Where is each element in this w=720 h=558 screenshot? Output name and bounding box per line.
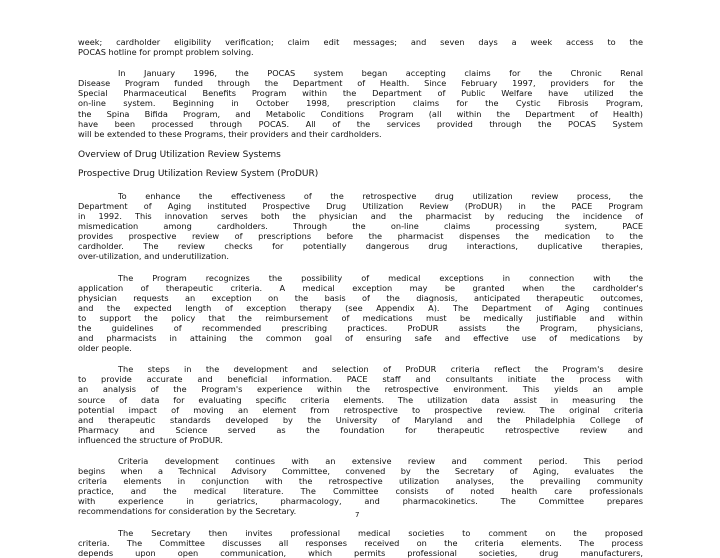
document-page (78, 37, 643, 558)
text-line: the Spina Bifida Program, and Metabolic Conditions Program (all within the Department of Health) (78, 108, 643, 119)
text-line: influenced the structure of ProDUR. (78, 434, 223, 445)
paragraph-enhance (78, 191, 643, 262)
paragraph-secretary (78, 528, 643, 558)
text-line: with experience in geriatrics, pharmacology, and pharmacokinetics. The Committee prepares (78, 496, 643, 507)
text-line: In January 1996, the POCAS system began accepting claims for the Chronic Renal (118, 68, 643, 79)
text-line: on-line system. Beginning in October 1998, prescription claims for the Cystic Fibrosis Program, (78, 98, 643, 109)
heading-overview: Overview of Drug Utilization Review Systems (78, 149, 281, 160)
text-line: recommendations for consideration by the Secretary. (78, 506, 297, 517)
text-line: to support the policy that the reimbursement of medications must be medically justifiable and within (78, 312, 643, 323)
text-line: The Program recognizes the possibility of medical exceptions in connection with the (118, 272, 643, 283)
text-line: POCAS hotline for prompt problem solving. (78, 47, 254, 58)
text-line: will be extended to these Programs, their providers and their cardholders. (78, 128, 382, 139)
text-line: Special Pharmaceutical Benefits Program within the Department of Public Welfare have utilized the (78, 88, 643, 99)
text-line: Criteria development continues with an extensive review and comment period. This period (118, 456, 643, 466)
text-line: physician requests an exception on the basis of the diagnosis, anticipated therapeutic outcomes, (78, 292, 643, 303)
paragraph-recognizes (78, 273, 643, 354)
paragraph-steps (78, 364, 643, 445)
paragraph-pocas (78, 68, 643, 139)
text-line: The steps in the development and selection of ProDUR criteria reflect the Program's desire (118, 364, 643, 375)
text-line: Disease Program funded through the Department of Health. Since February 1997, providers for the (78, 78, 643, 89)
text-line: To enhance the effectiveness of the retrospective drug utilization review process, the (118, 190, 643, 201)
text-line: and the expected length of exception therapy (see Appendix A). The Department of Aging continues (78, 302, 643, 313)
text-line: application of therapeutic criteria. A medical exception may be granted when the cardholder's (78, 282, 643, 293)
text-line: source of data for evaluating specific criteria elements. The utilization data assist in measuring the (78, 394, 643, 405)
text-line: to provide accurate and beneficial information. PACE staff and consultants initiate the process with (78, 374, 643, 385)
text-line: cardholder. The review checks for potentially dangerous drug interactions, duplicative therapies, (78, 241, 643, 252)
text-line: provides prospective review of prescriptions before the pharmacist dispenses the medication to the (78, 231, 643, 242)
text-line: Department of Aging instituted Prospective Drug Utilization Review (ProDUR) in the PACE Program (78, 200, 643, 211)
text-line: older people. (78, 343, 132, 354)
text-line: an analysis of the Program's experience within the retrospective environment. This yields an ample (78, 384, 643, 395)
text-line: have been processed through POCAS. All of the services provided through the POCAS System (78, 118, 643, 129)
paragraph-intro (78, 37, 643, 57)
text-line: depends upon open communication, which permits professional societies, drug manufacturers, (78, 547, 643, 558)
text-line: and therapeutic standards developed by the University of Maryland and the Philadelphia College of (78, 414, 643, 425)
text-line: Pharmacy and Science served as the foundation for therapeutic retrospective review and (78, 424, 643, 435)
text-line: criteria elements in conjunction with the retrospective utilization analyses, the prevailing community (78, 476, 643, 487)
text-line: and pharmacists in attaining the common goal of ensuring safe and effective use of medications by (78, 333, 643, 344)
text-line: week; cardholder eligibility verification; claim edit messages; and seven days a week access to the (78, 37, 643, 47)
heading-produr: Prospective Drug Utilization Review System (ProDUR) (78, 168, 319, 179)
text-line: practice, and the medical literature. The Committee consists of noted health care professionals (78, 486, 643, 497)
paragraph-criteria (78, 456, 643, 517)
text-line: the guidelines of recommended prescribing practices. ProDUR assists the Program, physicians, (78, 322, 643, 333)
text-line: The Secretary then invites professional medical societies to comment on the proposed (118, 527, 643, 538)
text-line: criteria. The Committee discusses all responses received on the criteria elements. The process (78, 537, 643, 548)
text-line: in 1992. This innovation serves both the physician and the pharmacist by reducing the incidence of (78, 211, 643, 222)
text-line: begins when a Technical Advisory Committee, convened by the Secretary of Aging, evaluates the (78, 466, 643, 477)
text-line: potential impact of moving an element from retrospective to prospective review. The original criteria (78, 404, 643, 415)
page-number: 7 (355, 511, 360, 519)
text-line: over-utilization, and underutilization. (78, 251, 229, 262)
text-line: mismedication among cardholders. Through the on-line claims processing system, PACE (78, 221, 643, 232)
